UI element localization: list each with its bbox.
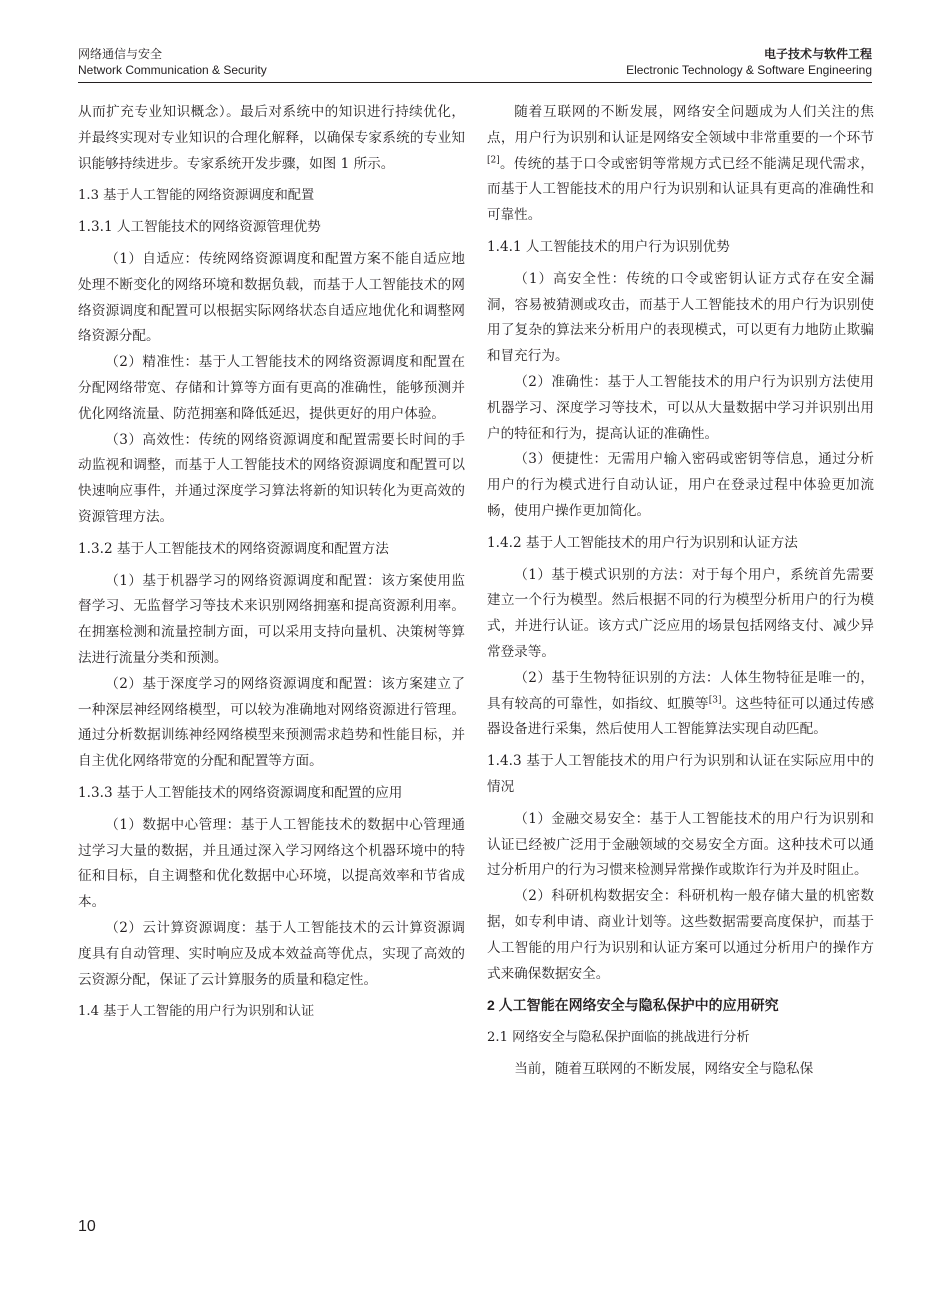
- page-number: 10: [78, 1218, 96, 1235]
- subsection-heading-1-4-3: 1.4.3 基于人工智能技术的用户行为识别和认证在实际应用中的情况: [487, 753, 874, 795]
- citation-ref: [2]: [487, 155, 500, 166]
- paragraph: （2）云计算资源调度：基于人工智能技术的云计算资源调度具有自动管理、实时响应及成本效益高等优点，实现了高效的云资源分配，保证了云计算服务的质量和稳定性。: [78, 919, 465, 988]
- paragraph-text: 。这些特征可以通过传感器设备进行采集，然后使用人工智能算法实现自动匹配。: [487, 695, 875, 738]
- paragraph: （3）便捷性：无需用户输入密码或密钥等信息，通过分析用户的行为模式进行自动认证，用户在登录过程中体验更加流畅，使用户操作更加简化。: [487, 451, 874, 519]
- subsection-heading-1-4-2: 1.4.2 基于人工智能技术的用户行为识别和认证方法: [487, 534, 798, 551]
- paragraph: （3）高效性：传统的网络资源调度和配置需要长时间的手动监视和调整，而基于人工智能技术的网络资源调度和配置可以快速响应事件，并通过深度学习算法将新的知识转化为更高效的资源管理方法。: [78, 431, 465, 525]
- paragraph: [487, 666, 874, 743]
- journal-title-en: Electronic Technology & Software Engineering: [626, 63, 872, 77]
- section-title-cn: 网络通信与安全: [78, 47, 163, 61]
- journal-title-cn: 电子技术与软件工程: [763, 47, 872, 61]
- paragraph: （1）基于机器学习的网络资源调度和配置：该方案使用监督学习、无监督学习等技术来识别网络拥塞和提高资源利用率。在拥塞检测和流量控制方面，可以采用支持向量机、决策树等算法进行流量分类和预测。: [78, 572, 465, 666]
- section-title-en: Network Communication & Security: [78, 63, 267, 77]
- paragraph: （2）科研机构数据安全：科研机构一般存储大量的机密数据，如专利申请、商业计划等。这些数据需要高度保护，而基于人工智能的用户行为识别和认证方案可以通过分析用户的操作方式来确保数据安全。: [487, 888, 874, 982]
- paragraph: 当前，随着互联网的不断发展，网络安全与隐私保: [514, 1060, 814, 1077]
- subsection-heading-1-4-1: 1.4.1 人工智能技术的用户行为识别优势: [487, 238, 730, 255]
- subsection-heading-1-3-2: 1.3.2 基于人工智能技术的网络资源调度和配置方法: [78, 540, 389, 557]
- citation-ref: [3]: [708, 695, 722, 705]
- paragraph: 从而扩充专业知识概念）。最后对系统中的知识进行持续优化，并最终实现对专业知识的合理化解释，以确保专家系统的专业知识能够持续进步。专家系统开发步骤，如图 1 所示。: [78, 104, 465, 172]
- section-heading-1-3: 1.3 基于人工智能的网络资源调度和配置: [78, 188, 315, 204]
- section-heading-2-1: 2.1 网络安全与隐私保护面临的挑战进行分析: [487, 1030, 750, 1046]
- subsection-heading-1-3-1: 1.3.1 人工智能技术的网络资源管理优势: [78, 219, 321, 236]
- paragraph-text: （2）基于生物特征识别的方法：人体生物特征是唯一的，具有较高的可靠性，如指纹、虹膜等: [487, 669, 874, 712]
- section-heading-1-4: 1.4 基于人工智能的用户行为识别和认证: [78, 1004, 315, 1020]
- paragraph: （1）自适应：传统网络资源调度和配置方案不能自适应地处理不断变化的网络环境和数据负载，而基于人工智能技术的网络资源调度和配置可以根据实际网络状态自适应地优化和调整网络资源分配。: [78, 250, 465, 345]
- paragraph: （2）精准性：基于人工智能技术的网络资源调度和配置在分配网络带宽、存储和计算等方面有更高的准确性，能够预测并优化网络流量、防范拥塞和降低延迟，提供更好的用户体验。: [78, 354, 465, 422]
- paragraph: （1）金融交易安全：基于人工智能技术的用户行为识别和认证已经被广泛用于金融领域的交易安全方面。这种技术可以通过分析用户的行为习惯来检测异常操作或欺诈行为并及时阻止。: [487, 810, 874, 879]
- paragraph: （2）准确性：基于人工智能技术的用户行为识别方法使用机器学习、深度学习等技术，可以从大量数据中学习并识别出用户的特征和行为，提高认证的准确性。: [487, 373, 874, 442]
- paragraph: [487, 100, 874, 229]
- right-column: [487, 100, 874, 1083]
- paragraph: （1）数据中心管理：基于人工智能技术的数据中心管理通过学习大量的数据，并且通过深入学习网络这个机器环境中的特征和目标，自主调整和优化数据中心环境，以提高效率和节省成本。: [78, 816, 465, 911]
- header-rule: [78, 82, 872, 83]
- section-heading-2: 2 人工智能在网络安全与隐私保护中的应用研究: [487, 997, 779, 1014]
- left-column: [78, 100, 465, 1031]
- paragraph: （1）高安全性：传统的口令或密钥认证方式存在安全漏洞，容易被猜测或攻击，而基于人工智能技术的用户行为识别使用了复杂的算法来分析用户的表现模式，可以更有力地防止欺骗和冒充行为。: [487, 270, 874, 365]
- paragraph-text: 。传统的基于口令或密钥等常规方式已经不能满足现代需求，而基于人工智能技术的用户行为识别和认证具有更高的准确性和可靠性。: [487, 155, 874, 224]
- subsection-heading-1-3-3: 1.3.3 基于人工智能技术的网络资源调度和配置的应用: [78, 784, 403, 801]
- running-header-left: [78, 46, 267, 78]
- paragraph: （2）基于深度学习的网络资源调度和配置：该方案建立了一种深层神经网络模型，可以较为准确地对网络资源进行管理。通过分析数据训练神经网络模型来预测需求趋势和性能目标，并自主优化网络带宽的分配和配置等方面。: [78, 675, 465, 770]
- paragraph-text: 随着互联网的不断发展，网络安全问题成为人们关注的焦点，用户行为识别和认证是网络安全领域中非常重要的一个环节: [487, 104, 874, 146]
- paragraph: （1）基于模式识别的方法：对于每个用户，系统首先需要建立一个行为模型。然后根据不同的行为模型分析用户的行为模式，并进行认证。该方式广泛应用的场景包括网络支付、减少异常登录等。: [487, 566, 874, 660]
- running-header-right: [626, 46, 872, 78]
